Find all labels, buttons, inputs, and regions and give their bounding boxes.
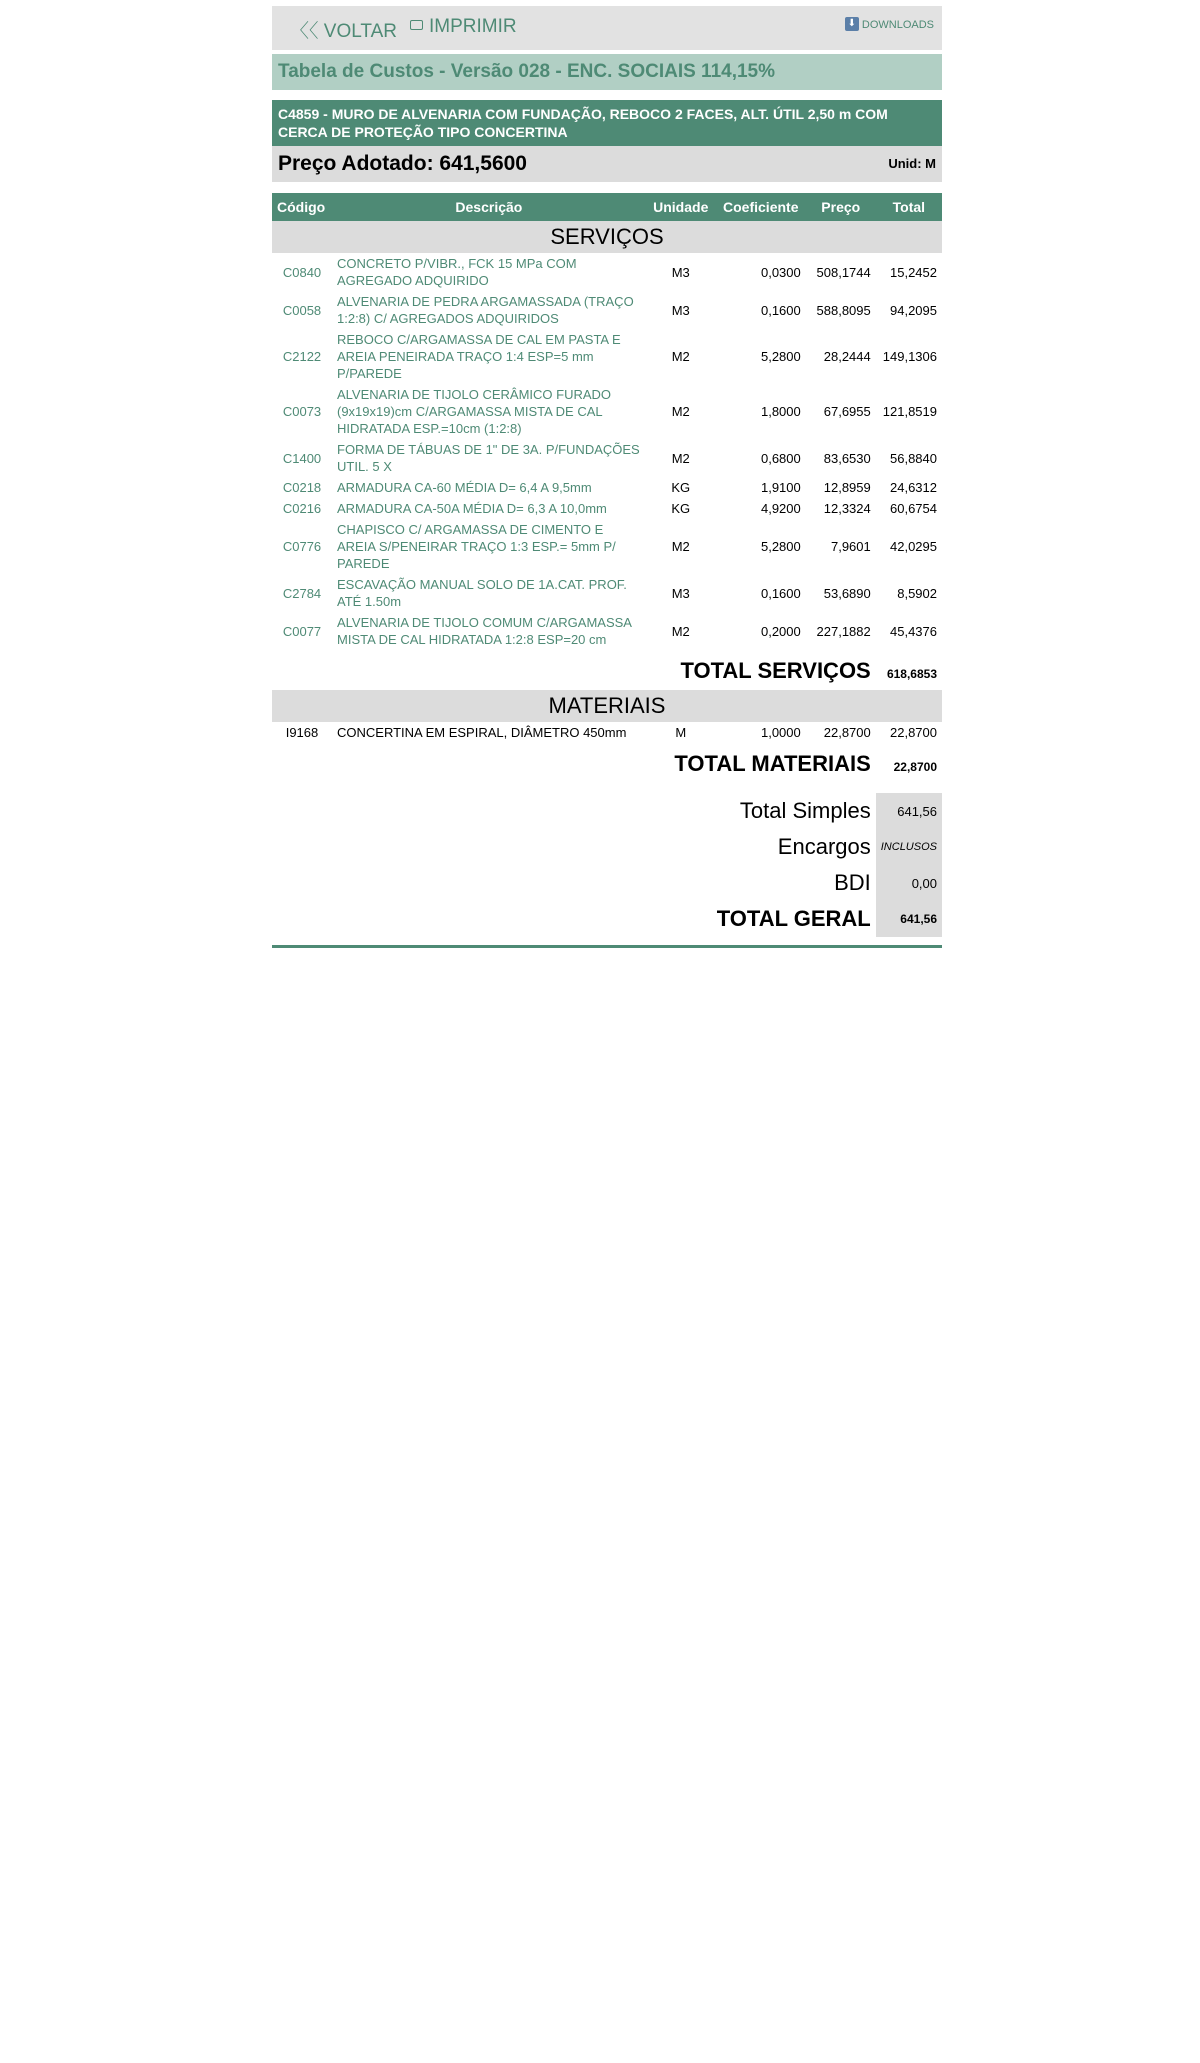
print-button[interactable] [410,16,517,38]
downloads-link[interactable] [845,18,934,32]
col-preco: Preço [806,193,876,221]
row-coef: 5,2800 [760,349,801,364]
cost-table [272,193,942,937]
row-code[interactable]: C0840 [282,264,322,280]
row-total: 149,1306 [882,349,937,364]
row-price: 67,6955 [823,404,871,419]
row-code[interactable]: C0218 [282,480,322,495]
composition-title: C4859 - MURO DE ALVENARIA COM FUNDAÇÃO, REBOCO 2 FACES, ALT. ÚTIL 2,50 m COM CERCA DE PROTEÇÃO TIPO CONCERTINA [272,100,942,146]
summary-value: INCLUSOS [876,829,942,865]
toolbar [272,6,942,50]
row-total: 8,5902 [897,585,937,601]
row-code[interactable]: C0077 [282,623,322,639]
row-unit: KG [671,480,691,495]
row-code[interactable]: C2122 [282,349,322,364]
row-price: 22,8700 [823,725,871,740]
row-coef: 4,9200 [760,501,801,516]
unit-label: Unid: M [888,156,936,171]
row-description: CONCERTINA EM ESPIRAL, DIÂMETRO 450mm [337,725,627,740]
row-total: 56,8840 [890,450,937,466]
row-code[interactable]: C0058 [282,302,322,318]
row-description[interactable]: ALVENARIA DE TIJOLO CERÂMICO FURADO (9x19x19)cm C/ARGAMASSA MISTA DE CAL HIDRATADA ESP.=10cm (1:2:8) [337,387,612,436]
services-total-row [272,650,942,690]
bottom-divider [272,945,942,948]
summary-row [272,793,942,829]
download-icon: ⬇ [845,17,859,31]
row-unit: M2 [671,404,690,419]
summary-label: TOTAL GERAL [716,906,871,931]
materials-total-value: 22,8700 [893,760,937,774]
row-unit: M [675,725,687,740]
section-services [272,221,942,253]
row-description[interactable]: ALVENARIA DE TIJOLO COMUM C/ARGAMASSA MISTA DE CAL HIDRATADA 1:2:8 ESP=20 cm [337,615,632,647]
page-container [272,6,942,948]
row-description[interactable]: REBOCO C/ARGAMASSA DE CAL EM PASTA E AREIA PENEIRADA TRAÇO 1:4 ESP=5 mm P/PAREDE [337,332,621,381]
table-row [272,477,942,498]
version-title: Tabela de Custos - Versão 028 - ENC. SOCIAIS 114,15% [272,54,942,90]
row-unit: M3 [671,302,690,318]
row-price: 12,8959 [823,480,871,495]
section-materials [272,690,942,722]
row-code[interactable]: C0776 [282,539,322,554]
summary-row [272,865,942,901]
row-description[interactable]: CHAPISCO C/ ARGAMASSA DE CIMENTO E AREIA S/PENEIRAR TRAÇO 1:3 ESP.= 5mm P/ PAREDE [337,522,616,571]
row-total: 94,2095 [890,302,937,318]
row-code[interactable]: C1400 [282,450,322,466]
table-row [272,574,942,612]
table-row [272,722,942,743]
row-code[interactable]: C2784 [282,585,322,601]
adopted-price: Preço Adotado: 641,5600 [278,152,527,175]
row-unit: M3 [671,585,690,601]
row-total: 42,0295 [890,539,937,554]
row-total: 45,4376 [890,623,937,639]
summary-value: 641,56 [876,901,942,937]
summary-label: Encargos [777,834,871,859]
row-coef: 1,0000 [760,725,801,740]
row-unit: M2 [671,349,690,364]
row-total: 121,8519 [882,404,937,419]
row-total: 15,2452 [890,264,937,280]
table-row [272,519,942,574]
row-total: 60,6754 [890,501,937,516]
row-total: 22,8700 [890,725,937,740]
row-coef: 5,2800 [760,539,801,554]
table-row [272,498,942,519]
table-row [272,329,942,384]
row-code[interactable]: C0073 [282,404,322,419]
row-price: 7,9601 [830,539,871,554]
row-description[interactable]: CONCRETO P/VIBR., FCK 15 MPa COM AGREGADO ADQUIRIDO [337,256,577,288]
summary-label: BDI [834,870,871,895]
table-header [272,193,942,221]
row-unit: M3 [671,264,690,280]
table-row [272,439,942,477]
table-row [272,384,942,439]
row-coef: 0,6800 [760,450,801,466]
col-total: Total [876,193,942,221]
row-price: 588,8095 [816,302,871,318]
row-description[interactable]: ESCAVAÇÃO MANUAL SOLO DE 1A.CAT. PROF. ATÉ 1.50m [337,577,627,609]
row-description[interactable]: ARMADURA CA-50A MÉDIA D= 6,3 A 10,0mm [337,501,607,516]
row-coef: 0,1600 [760,302,801,318]
col-codigo: Código [272,193,332,221]
row-price: 227,1882 [816,623,871,639]
row-price: 28,2444 [823,349,871,364]
row-unit: M2 [671,539,690,554]
row-unit: M2 [671,623,690,639]
printer-icon [410,20,423,30]
summary-value: 0,00 [876,865,942,901]
section-services-title: SERVIÇOS [272,221,942,253]
materials-total-row [272,743,942,783]
row-total: 24,6312 [890,480,937,495]
row-code[interactable]: C0216 [282,501,322,516]
row-coef: 1,8000 [760,404,801,419]
summary-value: 641,56 [876,793,942,829]
row-price: 83,6530 [823,450,871,466]
services-total-value: 618,6853 [886,667,937,681]
summary-row [272,901,942,937]
col-unidade: Unidade [646,193,716,221]
row-coef: 0,2000 [760,623,801,639]
table-row [272,612,942,650]
section-materials-title: MATERIAIS [272,690,942,722]
row-description[interactable]: FORMA DE TÁBUAS DE 1" DE 3A. P/FUNDAÇÕES UTIL. 5 X [337,442,640,474]
row-description[interactable]: ARMADURA CA-60 MÉDIA D= 6,4 A 9,5mm [337,480,592,495]
row-price: 508,1744 [816,264,871,280]
row-price: 53,6890 [823,585,871,601]
adopted-price-bar [272,146,942,182]
col-coeficiente: Coeficiente [716,193,806,221]
summary-label: Total Simples [739,798,871,823]
row-coef: 0,1600 [760,585,801,601]
print-label: IMPRIMIR [429,16,517,37]
table-row [272,291,942,329]
table-row [272,253,942,291]
row-code: I9168 [285,725,319,740]
summary-row [272,829,942,865]
row-coef: 0,0300 [760,264,801,280]
services-total-label: TOTAL SERVIÇOS [680,658,871,683]
downloads-label: DOWNLOADS [861,18,934,31]
row-coef: 1,9100 [760,480,801,495]
row-unit: M2 [671,450,690,466]
materials-total-label: TOTAL MATERIAIS [674,751,871,776]
row-price: 12,3324 [823,501,871,516]
row-description[interactable]: ALVENARIA DE PEDRA ARGAMASSADA (TRAÇO 1:2:8) C/ AGREGADOS ADQUIRIDOS [337,294,634,326]
back-button[interactable]: 〈〈 VOLTAR [290,21,397,42]
row-unit: KG [671,501,691,516]
col-descricao: Descrição [332,193,646,221]
